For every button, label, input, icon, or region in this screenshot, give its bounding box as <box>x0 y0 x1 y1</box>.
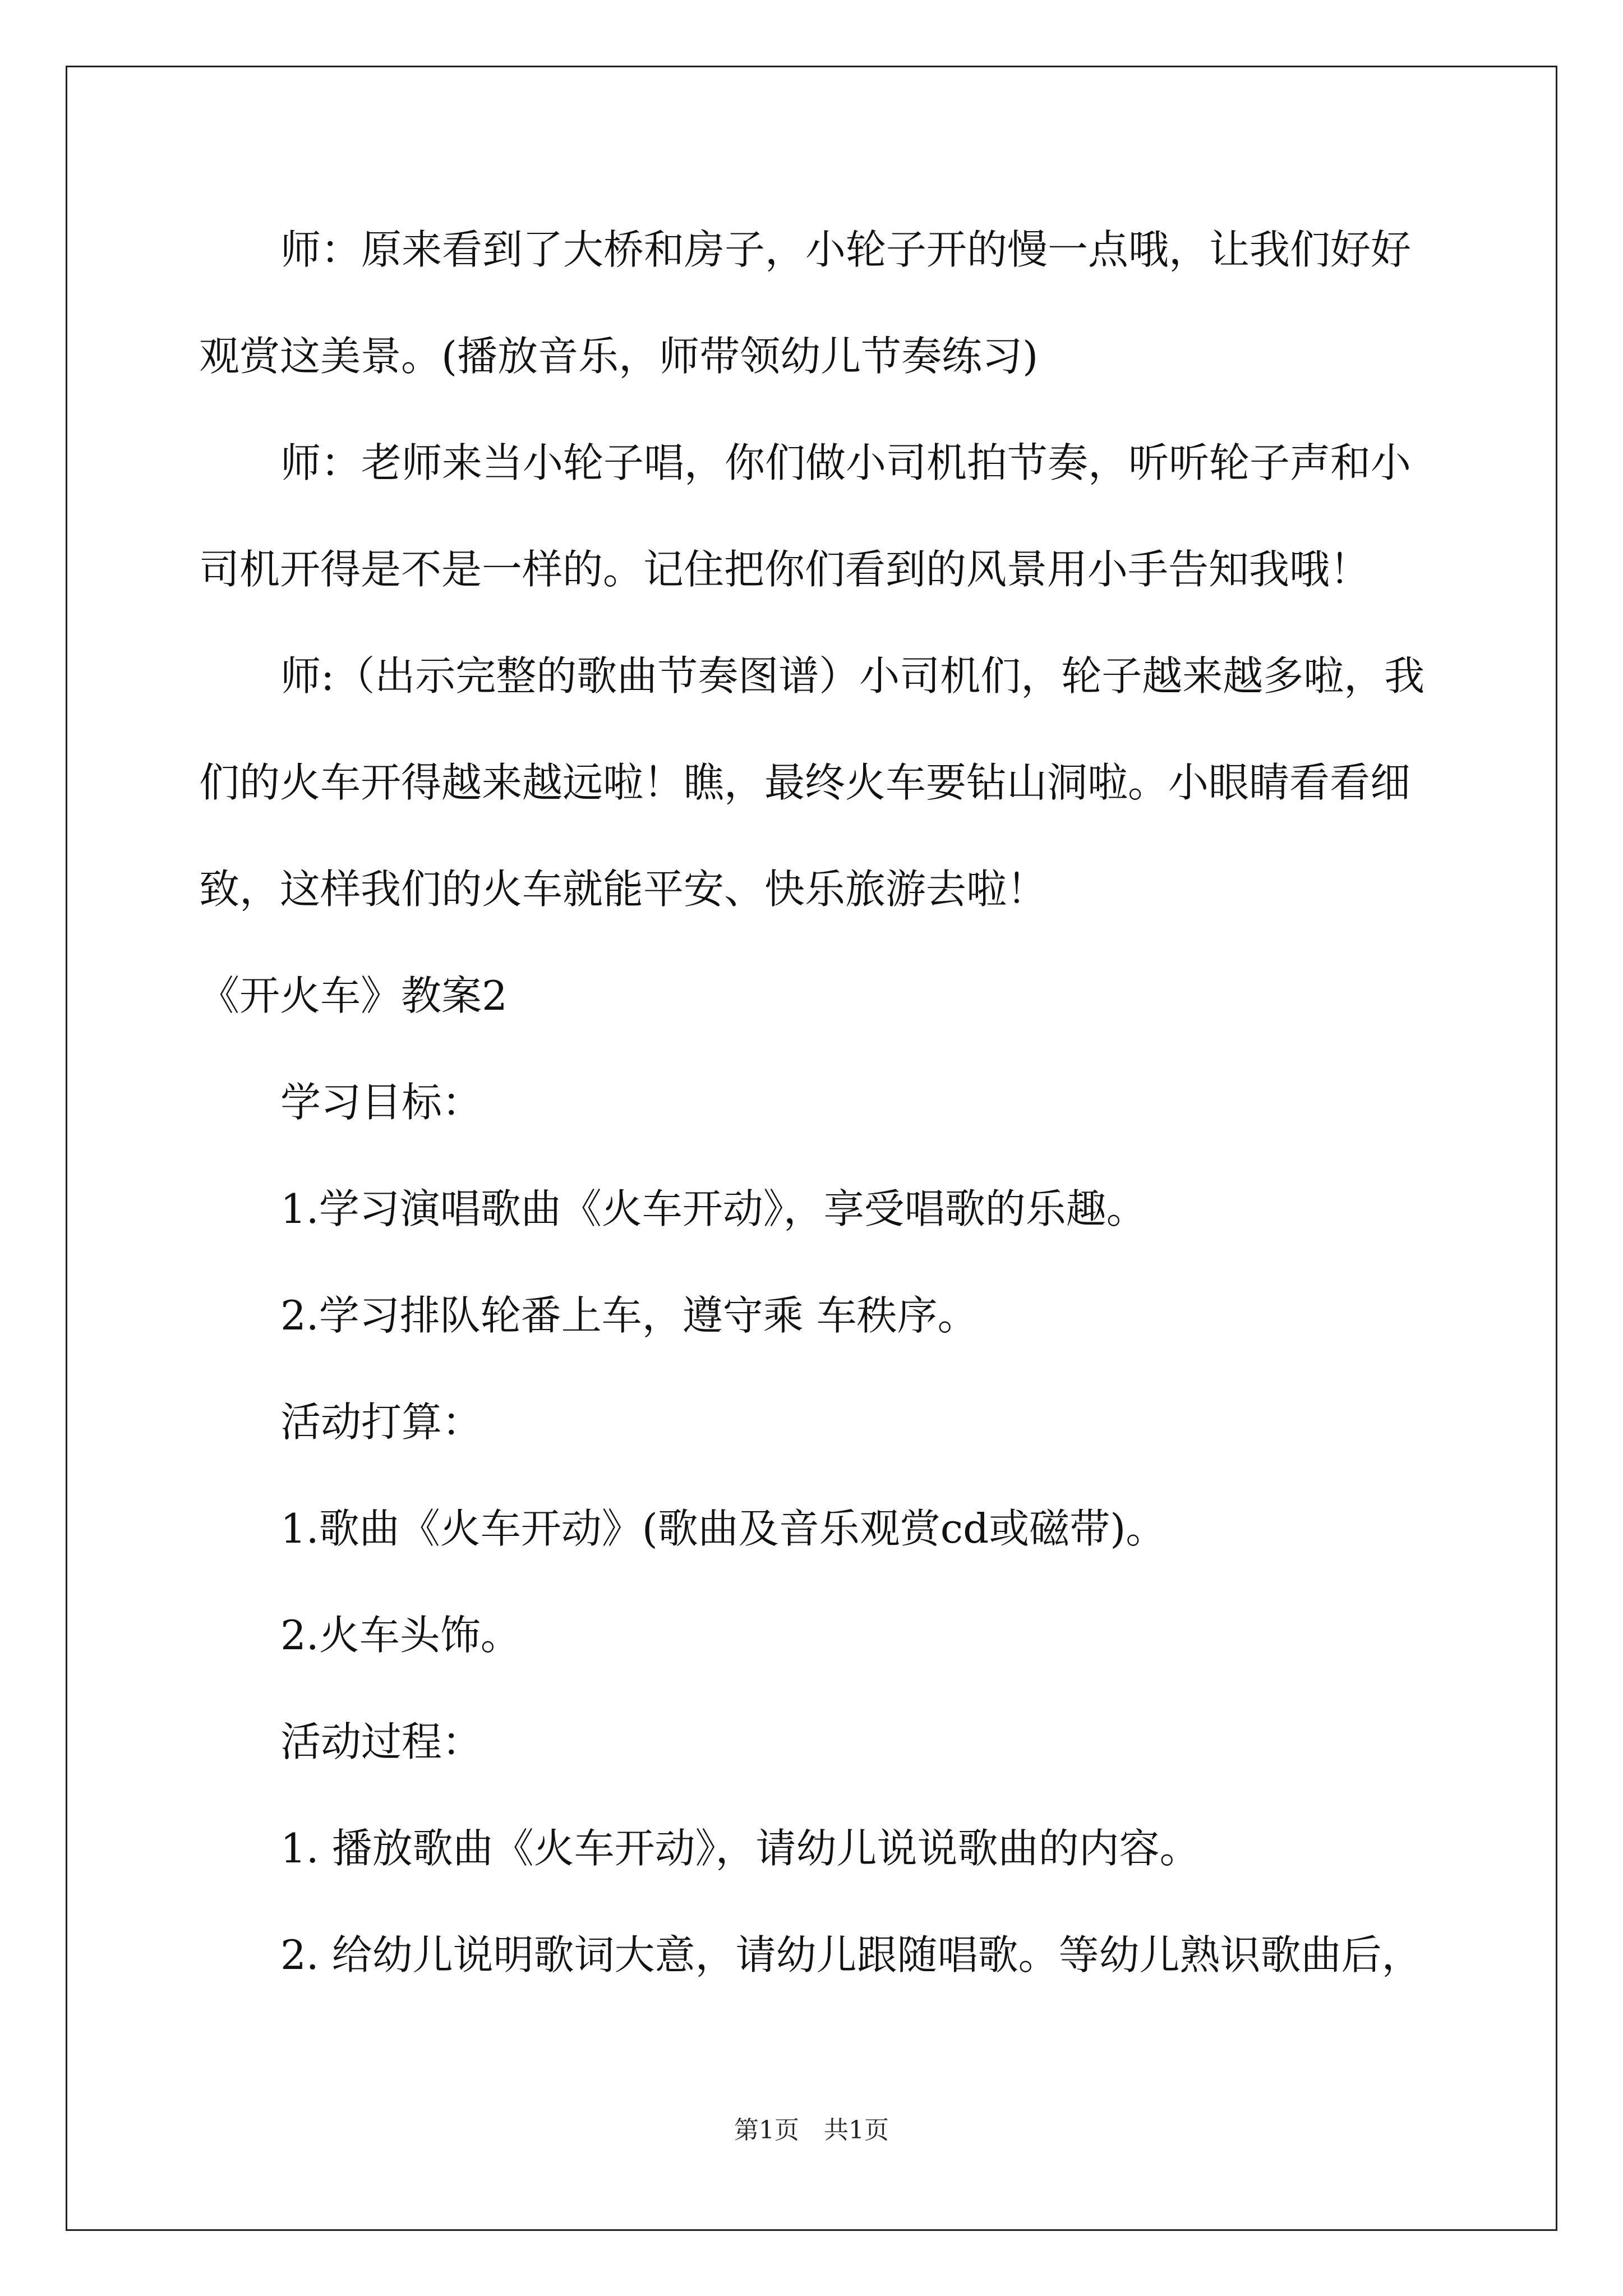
goal-item-1: 1.学习演唱歌曲《火车开动》，享受唱歌的乐趣。 <box>280 1185 1147 1232</box>
subheading-process: 活动过程： <box>280 1718 483 1765</box>
paragraph-line-4: 司机开得是不是一样的。记住把你们看到的风景用小手告知我哦！ <box>199 546 1371 593</box>
goal-item-2: 2.学习排队轮番上车，遵守乘 车秩序。 <box>280 1292 978 1339</box>
section-heading: 《开火车》教案2 <box>199 972 508 1019</box>
paragraph-line-1: 师：原来看到了大桥和房子，小轮子开的慢一点哦，让我们好好 <box>280 226 1412 273</box>
process-item-1: 1. 播放歌曲《火车开动》，请幼儿说说歌曲的内容。 <box>280 1825 1200 1872</box>
process-item-2: 2. 给幼儿说明歌词大意，请幼儿跟随唱歌。等幼儿熟识歌曲后， <box>280 1931 1422 1978</box>
paragraph-line-7: 致，这样我们的火车就能平安、快乐旅游去啦！ <box>199 866 1048 913</box>
paragraph-line-5: 师:（出示完整的歌曲节奏图谱）小司机们，轮子越来越多啦，我 <box>280 652 1425 700</box>
paragraph-line-3: 师：老师来当小轮子唱，你们做小司机拍节奏，听听轮子声和小 <box>280 439 1412 486</box>
page-footer: 第1页 共1页 <box>734 2116 889 2145</box>
subheading-goals: 学习目标： <box>280 1079 483 1126</box>
paragraph-line-6: 们的火车开得越来越远啦！瞧，最终火车要钻山洞啦。小眼睛看看细 <box>199 759 1411 806</box>
page-border <box>66 66 1557 2231</box>
paragraph-line-2: 观赏这美景。(播放音乐，师带领幼儿节奏练习) <box>199 333 1039 380</box>
preparation-item-1: 1.歌曲《火车开动》(歌曲及音乐观赏cd或磁带)。 <box>280 1505 1166 1552</box>
subheading-preparation: 活动打算： <box>280 1398 483 1446</box>
preparation-item-2: 2.火车头饰。 <box>280 1612 521 1659</box>
